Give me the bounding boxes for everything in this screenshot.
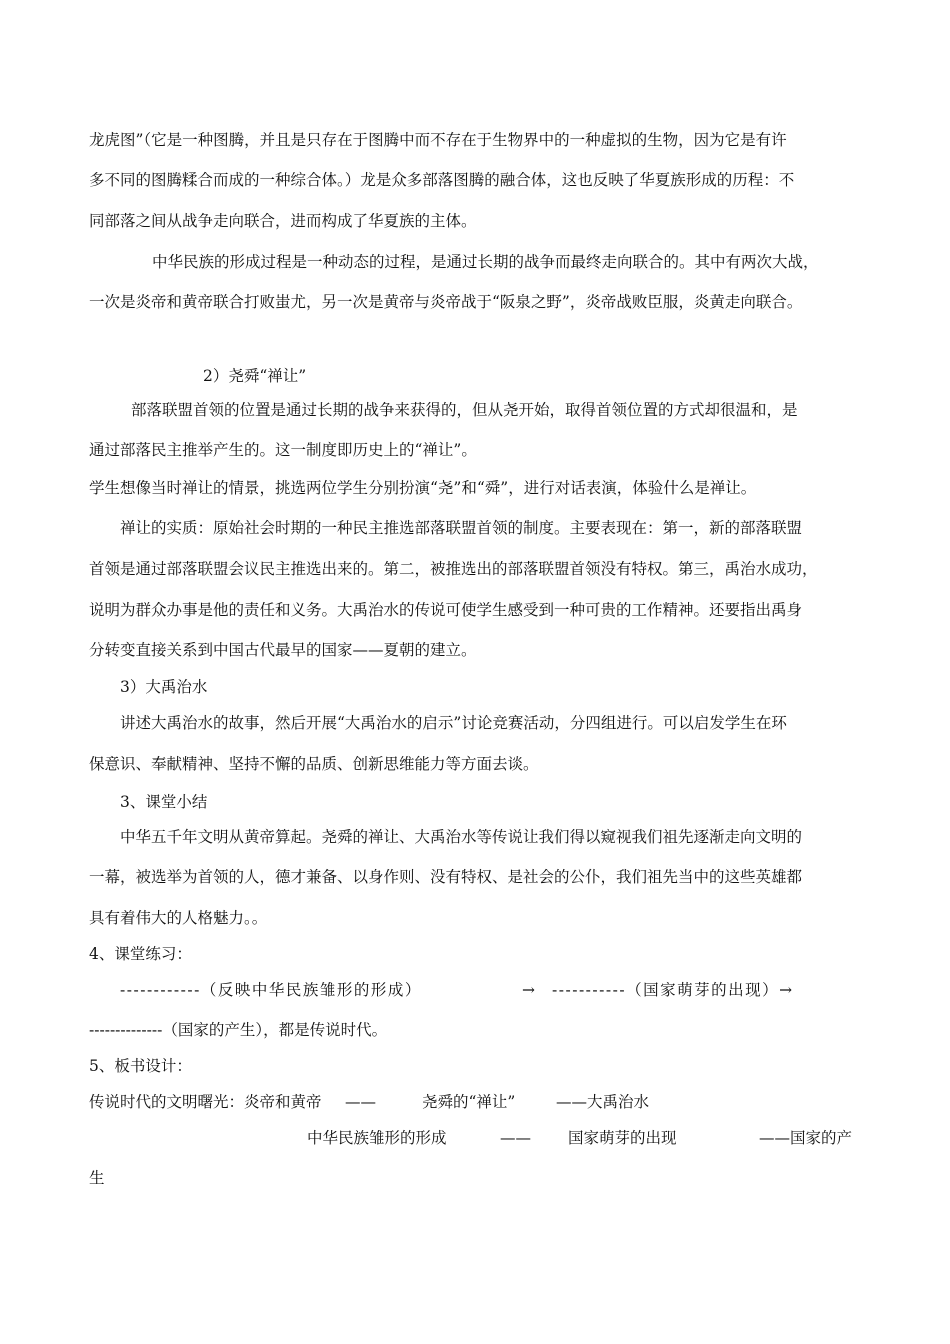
paragraph-line: 具有着伟大的人格魅力。。 [89,909,268,927]
section-heading: 5、板书设计： [89,1057,192,1075]
board-line: 生 [89,1169,105,1187]
paragraph-line: 说明为群众办事是他的责任和义务。大禹治水的传说可使学生感受到一种可贵的工作精神。还要指出禹身 [89,601,803,619]
paragraph-line: 禅让的实质：原始社会时期的一种民主推选部落联盟首领的制度。主要表现在：第一，新的部落联盟 [120,519,803,537]
board-line: ——大禹治水 [556,1093,650,1111]
section-heading: 3、课堂小结 [120,793,208,811]
exercise-blank-1: ------------（反映中华民族雏形的形成） [120,981,422,999]
paragraph-line: 讲述大禹治水的故事，然后开展“大禹治水的启示”讨论竞赛活动，分四组进行。可以启发学生在环 [120,714,787,732]
arrow-icon: → [522,981,535,999]
paragraph-line: 学生想像当时禅让的情景，挑选两位学生分别扮演“尧”和“舜”，进行对话表演，体验什么是禅让。 [89,479,757,497]
section-heading: 2）尧舜“禅让” [203,367,307,385]
board-line: 中华民族雏形的形成 [307,1129,447,1147]
board-line: 国家萌芽的出现 [568,1129,677,1147]
paragraph-line: 中华五千年文明从黄帝算起。尧舜的禅让、大禹治水等传说让我们得以窥视我们祖先逐渐走向文明的 [120,828,803,846]
paragraph-line: 中华民族的形成过程是一种动态的过程，是通过长期的战争而最终走向联合的。其中有两次大战， [152,253,819,271]
paragraph-line: 一幕，被选举为首领的人，德才兼备、以身作则、没有特权、是社会的公仆，我们祖先当中的这些英雄都 [89,868,803,886]
exercise-blank-3: --------------（国家的产生），都是传说时代。 [89,1021,388,1039]
paragraph-line: 保意识、奉献精神、坚持不懈的品质、创新思维能力等方面去谈。 [89,755,539,773]
section-heading: 4、课堂练习： [89,945,192,963]
paragraph-line: 分转变直接关系到中国古代最早的国家——夏朝的建立。 [89,641,477,659]
board-connector: —— [500,1129,531,1147]
paragraph-line: 多不同的图腾糅合而成的一种综合体。）龙是众多部落图腾的融合体，这也反映了华夏族形成的历程：不 [89,171,795,189]
board-line: 传说时代的文明曙光：炎帝和黄帝 [89,1093,322,1111]
section-heading: 3）大禹治水 [120,678,208,696]
paragraph-line: 龙虎图”（它是一种图腾，并且是只存在于图腾中而不存在于生物界中的一种虚拟的生物，因为它是有许 [89,131,787,149]
board-line: ——国家的产 [759,1129,853,1147]
paragraph-line: 一次是炎帝和黄帝联合打败蚩尤，另一次是黄帝与炎帝战于“阪泉之野”，炎帝战败臣服，炎黄走向联合。 [89,293,803,311]
board-line: 尧舜的“禅让” [422,1093,516,1111]
paragraph-line: 部落联盟首领的位置是通过长期的战争来获得的，但从尧开始，取得首领位置的方式却很温和，是 [131,401,798,419]
exercise-blank-2: -----------（国家萌芽的出现）→ [552,981,794,999]
paragraph-line: 同部落之间从战争走向联合，进而构成了华夏族的主体。 [89,212,477,230]
board-connector: —— [345,1093,376,1111]
paragraph-line: 首领是通过部落联盟会议民主推选出来的。第二，被推选出的部落联盟首领没有特权。第三，禹治水成功， [89,560,818,578]
paragraph-line: 通过部落民主推举产生的。这一制度即历史上的“禅让”。 [89,441,477,459]
